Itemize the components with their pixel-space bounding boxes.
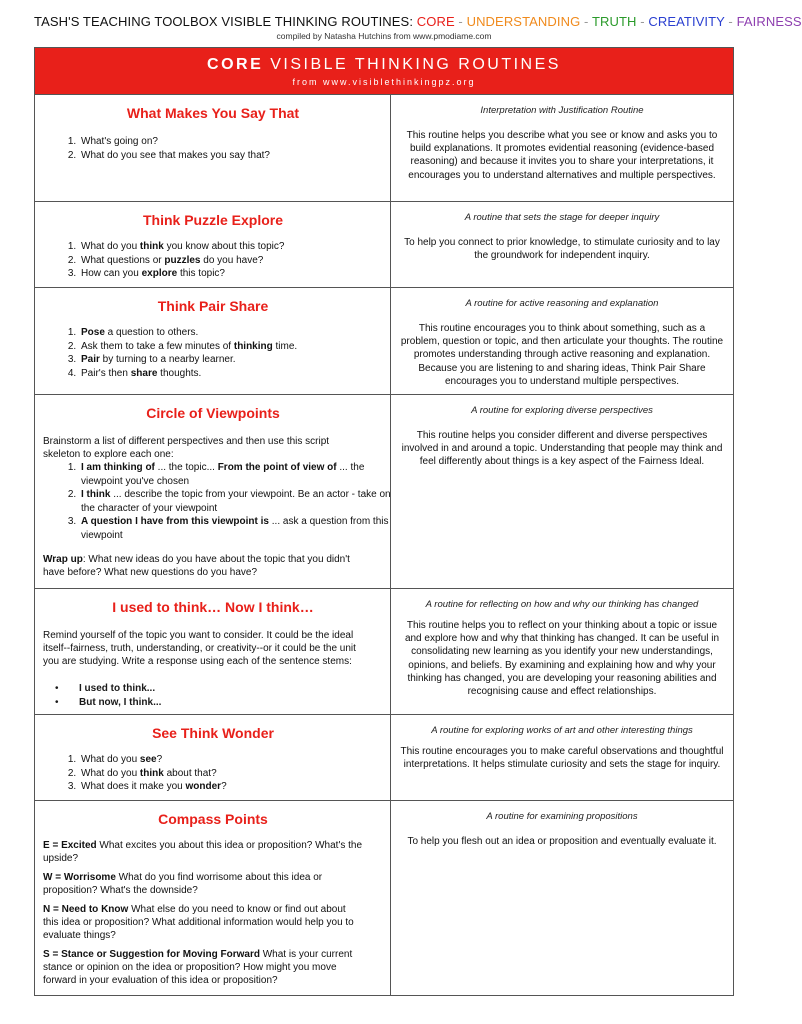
routine-row: [35, 800, 733, 995]
routine-subtitle: A routine for exploring diverse perspectives: [471, 405, 653, 416]
routine-description: This routine encourages you to make careful observations and thoughtful interpretations. It helps stimulate curiosity and sets the stage for inquiry.: [400, 746, 724, 771]
list-item: 1. What do you think you know about this topic?: [79, 240, 399, 254]
routines-table: [34, 47, 734, 996]
routine-description: This routine helps you to reflect on your thinking about a topic or issue and explore how and why that thinking has changed. It can be useful in consolidating new learning as you identify your new understandings, opinions, and beliefs. By examining and explaining how and why your thinking has changed, you are developing your reasoning abilities and recognising cause and effect relationships.: [404, 620, 720, 698]
routine-description: To help you connect to prior knowledge, to stimulate curiosity and to lay the groundwork for independent inquiry.: [404, 237, 720, 262]
compass-w: W = Worrisome What do you find worrisome about this idea or proposition? What's the downside?: [43, 872, 323, 897]
routine-intro: Brainstorm a list of different perspectives and then use this script skeleton to explore each one:: [43, 436, 330, 461]
list-item: 1. What's going on?: [79, 135, 399, 149]
list-item: • But now, I think...: [79, 696, 379, 710]
cat-core: CORE: [416, 14, 455, 29]
routine-subtitle: A routine for active reasoning and explanation: [465, 298, 659, 309]
header-line: [34, 14, 802, 29]
question-list: [43, 135, 399, 162]
list-item: 3. What does it make you wonder?: [79, 780, 399, 794]
list-item: 2. What questions or puzzles do you have?: [79, 254, 399, 268]
routine-subtitle: A routine for reflecting on how and why our thinking has changed: [425, 599, 699, 610]
routine-description: This routine helps you consider different and diverse perspectives involved in and around a topic. Understanding that people may think and feel differently about things is a key aspect of the Fairness Ideal.: [401, 430, 723, 468]
question-list: [43, 240, 399, 281]
question-list: [43, 326, 399, 380]
header-lead: TASH'S TEACHING TOOLBOX VISIBLE THINKING ROUTINES:: [34, 14, 414, 29]
routine-title: I used to think… Now I think…: [112, 599, 314, 615]
routine-title: Compass Points: [158, 811, 268, 827]
cat-sep: -: [636, 14, 649, 29]
list-item: 3. How can you explore this topic?: [79, 267, 399, 281]
routine-subtitle: A routine for exploring works of art and other interesting things: [431, 725, 693, 736]
compass-e: E = Excited What excites you about this idea or proposition? What's the upside?: [43, 840, 363, 865]
compass-n: N = Need to Know What else do you need to know or find out about this idea or proposition? What additional information would help you to evaluate things?: [43, 904, 354, 942]
compass-s: S = Stance or Suggestion for Moving Forward What is your current stance or opinion on the idea or proposition? How might you move forward in your evaluation of this idea or proposition?: [43, 949, 353, 987]
routine-row: [35, 588, 733, 714]
banner-bold: CORE: [207, 56, 264, 73]
list-item: 4. Pair's then share thoughts.: [79, 367, 399, 381]
routine-description: This routine helps you describe what you see or know and asks you to build explanations. It promotes evidential reasoning (evidence-based reasoning) and because it invites you to share your interpretations, it encourages you to understand alternatives and multiple perspectives.: [406, 130, 718, 181]
routine-row: [35, 394, 733, 588]
routine-row: [35, 201, 733, 287]
question-list: [43, 753, 399, 794]
list-item: 3. Pair by turning to a nearby learner.: [79, 353, 399, 367]
routine-intro: Remind yourself of the topic you want to consider. It could be the ideal itself--fairness, truth, understanding, or creativity--or it could be the unit you are studying. Write a response using each of the sentence stems:: [43, 630, 356, 668]
routine-row: [35, 94, 733, 201]
cat-fairness: FAIRNESS: [736, 14, 802, 29]
routine-title: See Think Wonder: [152, 725, 274, 741]
script-list: [43, 461, 399, 542]
routine-row: [35, 714, 733, 800]
cat-sep: -: [724, 14, 737, 29]
banner-source: from www.visiblethinkingpz.org: [292, 77, 476, 87]
list-item: 2. What do you see that makes you say that?: [79, 149, 399, 163]
list-item: 3. A question I have from this viewpoint is ... ask a question from this viewpoint: [79, 515, 399, 542]
list-item: 2. Ask them to take a few minutes of thinking time.: [79, 340, 399, 354]
wrap-up: Wrap up: What new ideas do you have about the topic that you didn't have before? What new questions do you have?: [43, 554, 350, 579]
routine-title: Think Puzzle Explore: [142, 212, 284, 228]
stem-list: [43, 682, 379, 710]
credit-line: compiled by Natasha Hutchins from www.pmodiame.com: [276, 31, 492, 41]
routine-subtitle: A routine that sets the stage for deeper inquiry: [464, 212, 660, 223]
list-item: 1. What do you see?: [79, 753, 399, 767]
title-banner: [35, 48, 733, 95]
routine-row: [35, 287, 733, 394]
routine-subtitle: Interpretation with Justification Routine: [480, 105, 644, 116]
routine-title: Circle of Viewpoints: [146, 405, 280, 421]
banner-title-text: VISIBLE THINKING ROUTINES: [270, 56, 561, 73]
routine-subtitle: A routine for examining propositions: [486, 811, 638, 822]
cat-understanding: UNDERSTANDING: [466, 14, 581, 29]
cat-sep: -: [454, 14, 467, 29]
list-item: • I used to think...: [79, 682, 379, 696]
banner-title: [35, 56, 733, 74]
routine-title: What Makes You Say That: [126, 105, 300, 121]
list-item: 2. I think ... describe the topic from your viewpoint. Be an actor - take on the character of your viewpoint: [79, 488, 399, 515]
cat-sep: -: [580, 14, 592, 29]
list-item: 1. Pose a question to others.: [79, 326, 399, 340]
cat-creativity: CREATIVITY: [648, 14, 725, 29]
list-item: 1. I am thinking of ... the topic... From the point of view of ... the viewpoint you've chosen: [79, 461, 399, 488]
routine-title: Think Pair Share: [157, 298, 269, 314]
cat-truth: TRUTH: [591, 14, 637, 29]
list-item: 2. What do you think about that?: [79, 767, 399, 781]
routine-description: This routine encourages you to think about something, such as a problem, question or topic, and then articulate your thoughts. The routine promotes understanding through active reasoning and explanation. Because you are listening to and sharing ideas, Think Pair Share encourages you to understand multiple perspectives.: [400, 323, 724, 387]
routine-description: To help you flesh out an idea or proposition and eventually evaluate it.: [407, 836, 717, 847]
